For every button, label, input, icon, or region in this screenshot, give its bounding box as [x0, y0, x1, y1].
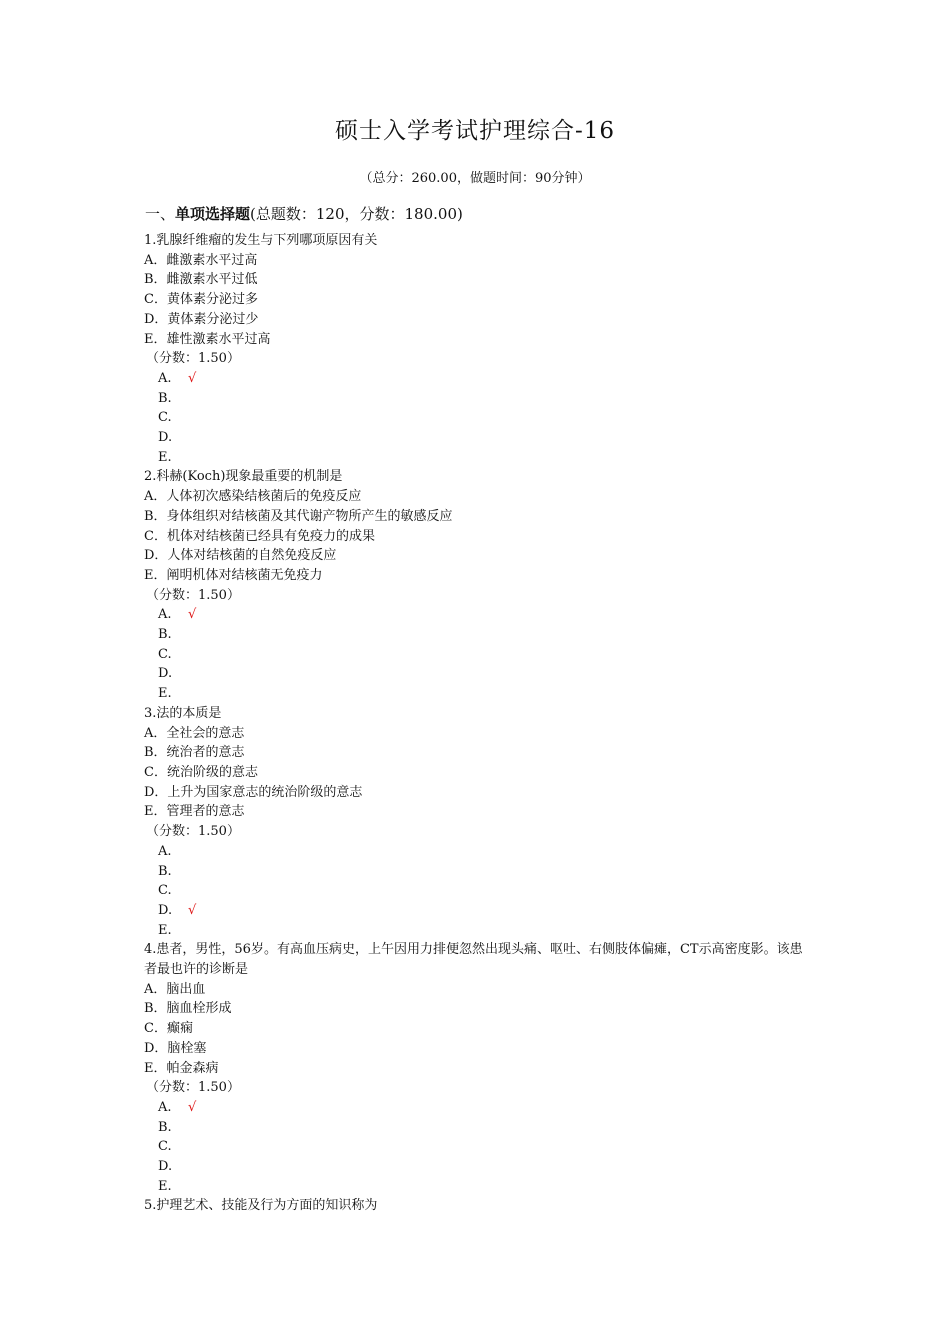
- question-block: [144, 231, 804, 467]
- section-heading: [145, 203, 463, 225]
- answer-label: C.: [158, 883, 172, 899]
- answer-choice: [144, 428, 804, 448]
- answer-label: E.: [158, 922, 172, 938]
- answer-label: D.: [158, 430, 173, 446]
- question-block: [144, 467, 804, 703]
- question-block: [144, 1196, 804, 1216]
- answer-choice: [144, 1098, 804, 1118]
- question-text: 2.科赫(Koch)现象最重要的机制是: [144, 469, 343, 485]
- answer-label: B.: [158, 863, 172, 879]
- answer-choice: [144, 881, 804, 901]
- option-text: A．雌激素水平过高: [144, 252, 258, 268]
- answer-choice: [144, 605, 804, 625]
- section-summary: (总题数：120，分数：180.00): [250, 205, 463, 223]
- answer-choice: [144, 1177, 804, 1197]
- answer-choice: [144, 1137, 804, 1157]
- question-score: （分数：1.50）: [146, 1080, 240, 1096]
- exam-info: （总分：260.00，做题时间：90分钟）: [359, 171, 591, 186]
- answer-choice: [144, 664, 804, 684]
- option-text: D．人体对结核菌的自然免疫反应: [144, 548, 337, 564]
- answer-label: B.: [158, 1119, 172, 1135]
- option-text: E．雄性激素水平过高: [144, 331, 271, 347]
- option-text: C．黄体素分泌过多: [144, 292, 258, 308]
- answer-label: E.: [158, 1178, 172, 1194]
- answer-choice: [144, 645, 804, 665]
- answer-label: E.: [158, 449, 172, 465]
- option-text: B．雌激素水平过低: [144, 272, 258, 288]
- answer-choice: [144, 1157, 804, 1177]
- answer-label: B.: [158, 627, 172, 643]
- correct-check-icon: √: [188, 607, 197, 623]
- option-text: A．人体初次感染结核菌后的免疫反应: [144, 489, 362, 505]
- answer-choice: [144, 1118, 804, 1138]
- option-text: E．管理者的意志: [144, 804, 245, 820]
- option-text: D．黄体素分泌过少: [144, 311, 259, 327]
- option-text: B．身体组织对结核菌及其代谢产物所产生的敏感反应: [144, 508, 453, 524]
- section-title: 单项选择题: [175, 205, 251, 223]
- answer-label: A.: [158, 607, 172, 623]
- answer-choice: [144, 389, 804, 409]
- answer-label: C.: [158, 410, 172, 426]
- answer-label: A.: [158, 1099, 172, 1115]
- question-score: （分数：1.50）: [146, 824, 240, 840]
- option-text: C．统治阶级的意志: [144, 764, 258, 780]
- option-text: D．脑栓塞: [144, 1040, 207, 1056]
- section-number: 一、: [145, 205, 176, 223]
- question-text: 4.患者，男性，56岁。有高血压病史，上午因用力排便忽然出现头痛、呕吐、右侧肢体偏瘫，CT示高密度影。该患者最也许的诊断是: [144, 942, 803, 978]
- answer-label: C.: [158, 1139, 172, 1155]
- option-text: E．帕金森病: [144, 1060, 219, 1076]
- answer-label: D.: [158, 1159, 173, 1175]
- answer-choice: [144, 862, 804, 882]
- question-text: 5.护理艺术、技能及行为方面的知识称为: [144, 1198, 378, 1214]
- option-text: B．统治者的意志: [144, 745, 245, 761]
- answer-choice: [144, 684, 804, 704]
- answer-choice: [144, 369, 804, 389]
- answer-choice: [144, 901, 804, 921]
- answer-label: A.: [158, 843, 172, 859]
- answer-choice: [144, 408, 804, 428]
- page-title: 硕士入学考试护理综合-16: [334, 118, 616, 144]
- question-list: [144, 231, 804, 1216]
- answer-choice: [144, 448, 804, 468]
- option-text: A．全社会的意志: [144, 725, 245, 741]
- question-score: （分数：1.50）: [146, 351, 240, 367]
- question-text: 3.法的本质是: [144, 705, 222, 721]
- answer-choice: [144, 842, 804, 862]
- question-block: [144, 940, 804, 1196]
- answer-label: C.: [158, 646, 172, 662]
- question-score: （分数：1.50）: [146, 587, 240, 603]
- option-text: D．上升为国家意志的统治阶级的意志: [144, 784, 363, 800]
- answer-label: A.: [158, 370, 172, 386]
- answer-label: D.: [158, 902, 173, 918]
- correct-check-icon: √: [188, 1099, 197, 1115]
- correct-check-icon: √: [188, 902, 197, 918]
- answer-label: D.: [158, 666, 173, 682]
- question-block: [144, 704, 804, 940]
- option-text: C．机体对结核菌已经具有免疫力的成果: [144, 528, 375, 544]
- option-text: A．脑出血: [144, 981, 206, 997]
- answer-choice: [144, 625, 804, 645]
- option-text: B．脑血栓形成: [144, 1001, 232, 1017]
- answer-label: B.: [158, 390, 172, 406]
- answer-label: E.: [158, 686, 172, 702]
- option-text: C．癫痫: [144, 1021, 193, 1037]
- option-text: E．阐明机体对结核菌无免疫力: [144, 567, 323, 583]
- answer-choice: [144, 921, 804, 941]
- correct-check-icon: √: [188, 370, 197, 386]
- question-text: 1.乳腺纤维瘤的发生与下列哪项原因有关: [144, 233, 378, 248]
